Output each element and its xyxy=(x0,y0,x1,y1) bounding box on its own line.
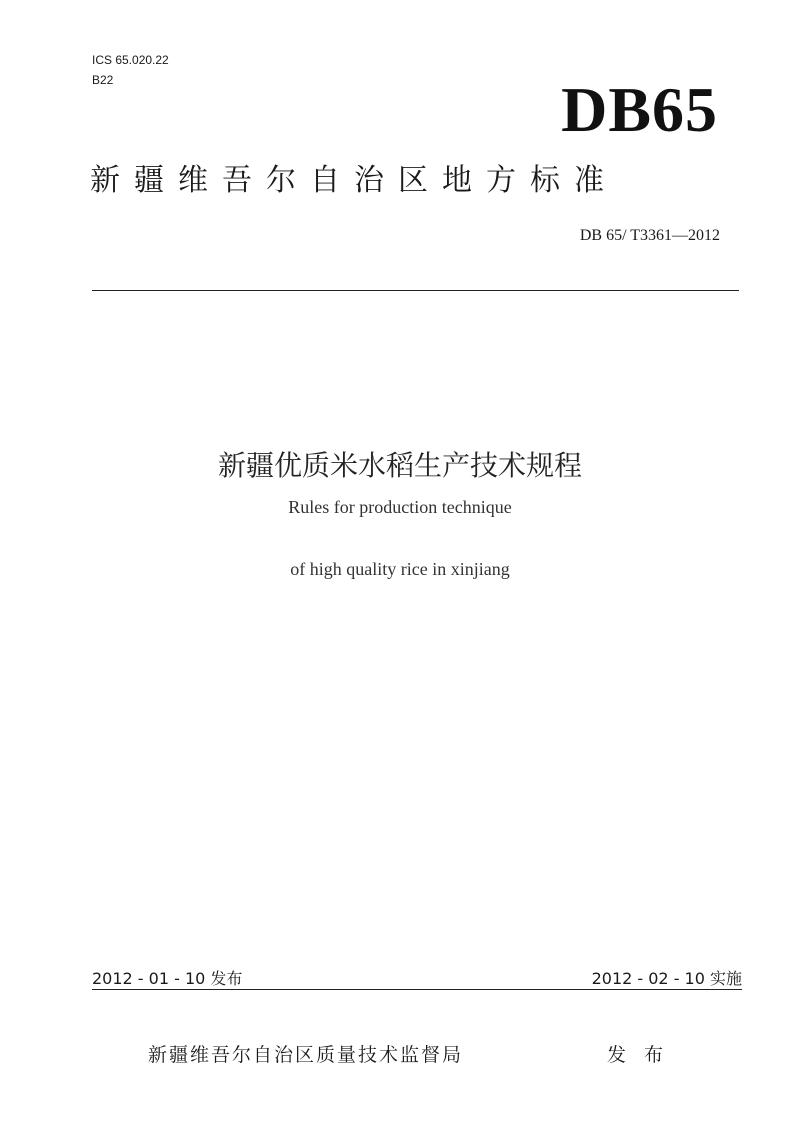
document-title-english-line1: Rules for production technique xyxy=(288,497,512,517)
ccs-code: B22 xyxy=(92,73,114,87)
implementation-date: 2012 - 02 - 10 实施 xyxy=(591,969,742,988)
publisher-name: 新疆维吾尔自治区质量技术监督局 xyxy=(148,1044,464,1066)
standard-code-logo: DB65 xyxy=(561,74,718,145)
document-title-chinese: 新疆优质米水稻生产技术规程 xyxy=(217,449,582,482)
standard-type-heading: 新疆维吾尔自治区地方标准 xyxy=(90,163,618,198)
bottom-divider xyxy=(92,989,742,990)
document-title-english-line2: of high quality rice in xinjiang xyxy=(290,559,510,579)
standard-number: DB 65/ T3361—2012 xyxy=(579,227,720,244)
publish-label: 发 布 xyxy=(607,1044,670,1066)
issue-date: 2012 - 01 - 10 发布 xyxy=(92,969,243,988)
ics-code: ICS 65.020.22 xyxy=(92,53,169,67)
top-divider xyxy=(92,290,739,291)
